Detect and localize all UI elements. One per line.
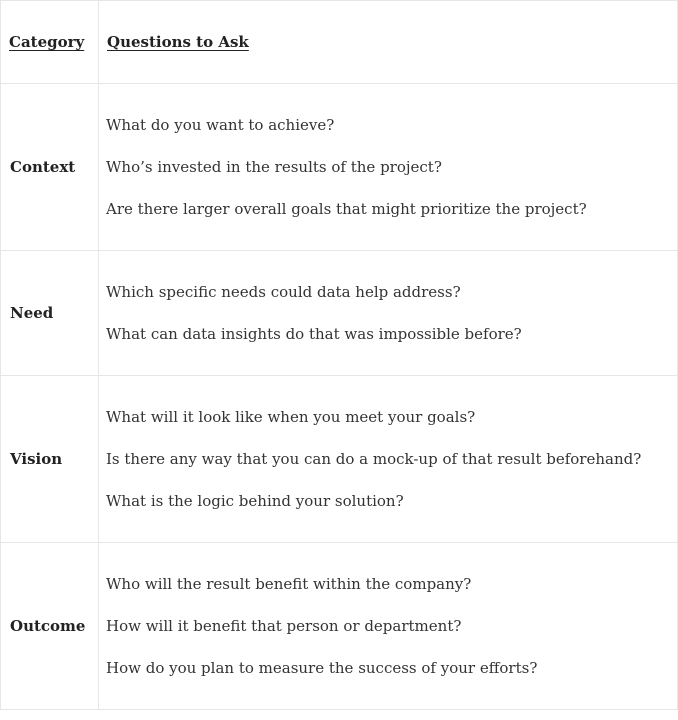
questions-cell-need xyxy=(99,251,678,376)
question-item: Who’s invested in the results of the project? xyxy=(106,158,442,176)
header-category: Category xyxy=(1,1,99,84)
table-row-need xyxy=(1,251,678,376)
category-need: Need xyxy=(1,251,99,376)
question-item: What will it look like when you meet your goals? xyxy=(106,408,476,426)
table-row-context xyxy=(1,84,678,251)
question-item: Who will the result benefit within the company? xyxy=(106,575,472,593)
question-item: Is there any way that you can do a mock-up of that result beforehand? xyxy=(106,450,642,468)
header-questions: Questions to Ask xyxy=(99,1,678,84)
questions-cell-outcome xyxy=(99,543,678,710)
table-row-vision xyxy=(1,376,678,543)
table-row-outcome xyxy=(1,543,678,710)
question-item: What is the logic behind your solution? xyxy=(106,492,404,510)
category-outcome: Outcome xyxy=(1,543,99,710)
category-context: Context xyxy=(1,84,99,251)
question-item: What can data insights do that was impossible before? xyxy=(106,325,522,343)
question-item: How will it benefit that person or department? xyxy=(106,617,462,635)
question-item: What do you want to achieve? xyxy=(106,116,335,134)
table-header-row xyxy=(1,1,678,84)
questions-cell-context xyxy=(99,84,678,251)
question-item: Which specific needs could data help address? xyxy=(106,283,461,301)
category-vision: Vision xyxy=(1,376,99,543)
questions-cell-vision xyxy=(99,376,678,543)
question-item: How do you plan to measure the success of your efforts? xyxy=(106,659,538,677)
question-item: Are there larger overall goals that might prioritize the project? xyxy=(106,200,587,218)
